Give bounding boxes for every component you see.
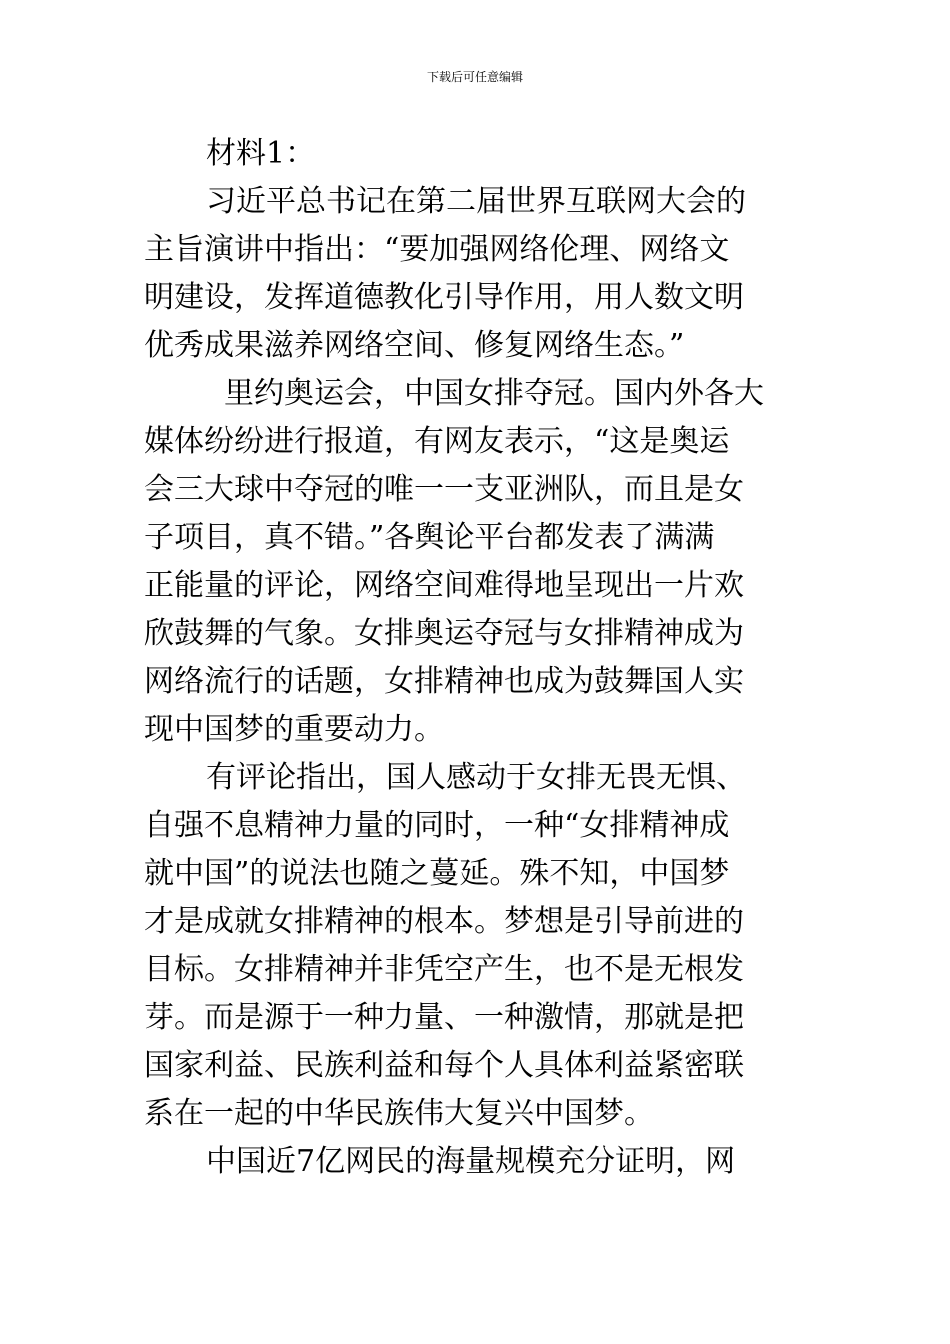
paragraph-line: 明建设，发挥道德教化引导作用，用人数文明 [144,280,744,315]
paragraph-line: 才是成就女排精神的根本。梦想是引导前进的 [144,904,744,939]
paragraph-line: 子项目，真不错。”各舆论平台都发表了满满 [144,520,715,555]
paragraph-line: 系在一起的中华民族伟大复兴中国梦。 [144,1096,654,1131]
paragraph-line: 习近平总书记在第二届世界互联网大会的 [206,184,746,219]
paragraph-line: 芽。而是源于一种力量、一种激情，那就是把 [144,1000,744,1035]
paragraph-line: 会三大球中夺冠的唯一一支亚洲队，而且是女 [144,472,744,507]
paragraph-line: 中国近7亿网民的海量规模充分证明，网 [206,1144,736,1179]
paragraph-line: 网络流行的话题，女排精神也成为鼓舞国人实 [144,664,744,699]
paragraph-line: 目标。女排精神并非凭空产生，也不是无根发 [144,952,744,987]
paragraph-line: 就中国”的说法也随之蔓延。殊不知，中国梦 [144,856,730,891]
paragraph-line: 媒体纷纷进行报道，有网友表示，“这是奥运 [144,424,730,459]
material-heading: 材料1： [206,136,316,171]
document-body [144,130,794,1186]
paragraph-line: 国家利益、民族利益和每个人具体利益紧密联 [144,1048,744,1083]
page-header-note: 下载后可任意编辑 [426,70,523,84]
paragraph-line: 正能量的评论，网络空间难得地呈现出一片欢 [144,568,744,603]
paragraph-line: 欣鼓舞的气象。女排奥运夺冠与女排精神成为 [144,616,744,651]
paragraph-line: 优秀成果滋养网络空间、修复网络生态。” [144,328,685,363]
paragraph-line: 现中国梦的重要动力。 [144,712,444,747]
paragraph-line: 自强不息精神力量的同时，一种“女排精神成 [144,808,730,843]
paragraph-line: 有评论指出，国人感动于女排无畏无惧、 [206,760,746,795]
paragraph-line: 主旨演讲中指出：“要加强网络伦理、网络文 [144,232,730,267]
paragraph-line: 里约奥运会，中国女排夺冠。国内外各大 [224,376,764,411]
